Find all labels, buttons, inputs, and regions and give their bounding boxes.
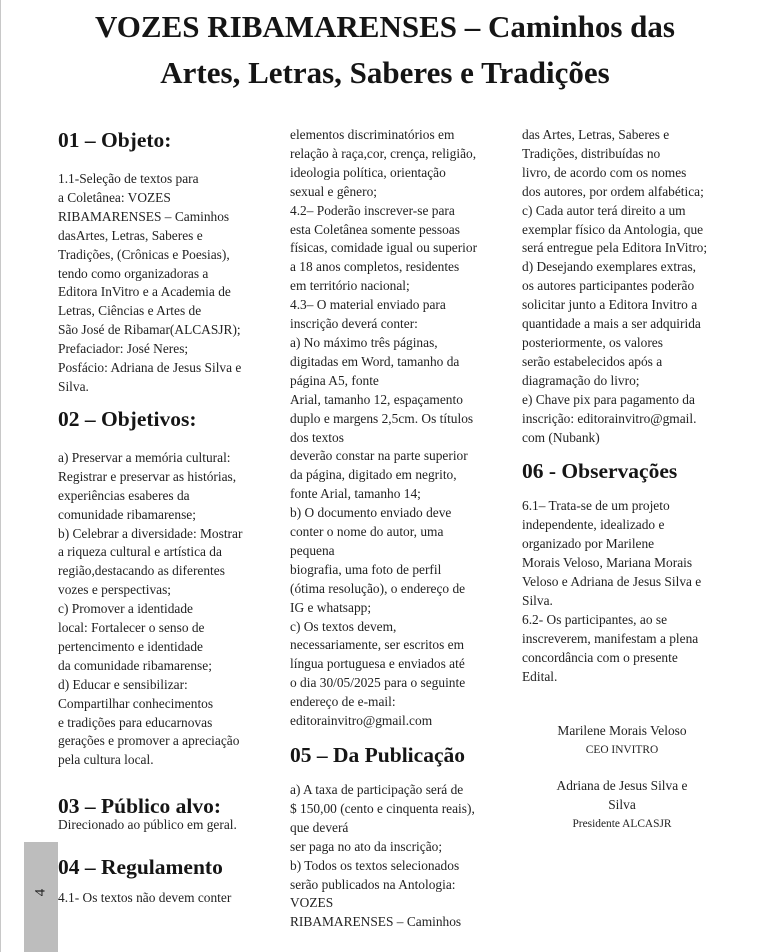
publicacao-text: a) A taxa de participação será de $ 150,00 (cento e cinquenta reais), que deverá ser paga no ato da inscrição; b) Todos os textos selecionados serão publicados na Antologia: VOZES RIBAMARENSES – Caminhos: [290, 782, 475, 930]
heading-publicacao: 05 – Da Publicação: [290, 743, 465, 767]
regulamento-text: 4.1- Os textos não devem conter: [58, 890, 232, 906]
signature-role: Presidente ALCASJR: [572, 818, 672, 831]
regulamento-continued-text: elementos discriminatórios em relação à raça,cor, crença, religião, ideologia política, orientação sexual e gênero; 4.2– Poderão inscrever-se para esta Coletânea somente pessoas físicas, comidade igual ou superior a 18 anos completos, residentes em território nacional; 4.3– O material enviado para inscrição deverá conter: a) No máximo três páginas, digitadas em Word, tamanho da página A5, fonte Arial, tamanho 12, espaçamento duplo e margens 2,5cm. Os títulos dos textos deverão constar na parte superior da página, digitado em negrito, fonte Arial, tamanho 14; b) O documento enviado deve conter o nome do autor, uma pequena biografia, uma foto de perfil (ótima resolução), o endereço de IG e whatsapp; c) Os textos devem, necessariamente, ser escritos em língua portuguesa e enviados até o dia 30/05/2025 para o seguinte endereço de e-mail: editorainvitro@gmail.com: [290, 127, 478, 729]
heading-objetivos: 02 – Objetivos:: [58, 406, 197, 431]
objeto-text: 1.1-Seleção de textos para a Coletânea: VOZES RIBAMARENSES – Caminhos dasArtes, Letras, Saberes e Tradições, (Crônicas e Poesias), tendo como organizadoras a Editora InVitro e a Academia de Letras, Ciências e Artes de São José de Ribamar(ALCASJR); Prefaciador: José Neres; Posfácio: Adriana de Jesus Silva e Silva.: [58, 171, 242, 394]
heading-regulamento: 04 – Regulamento: [58, 855, 223, 880]
objetivos-text: a) Preservar a memória cultural: Registrar e preservar as histórias, experiências esaberes da comunidade ribamarense; b) Celebrar a diversidade: Mostrar a riqueza cultural e artística da região,destacando as diferentes vozes e perspectivas; c) Promover a identidade local: Fortalecer o senso de pertencimento e identidade da comunidade ribamarense; d) Educar e sensibilizar: Compartilhar conhecimentos e tradições para educarnovas gerações e promover a apreciação pela cultura local.: [58, 449, 243, 768]
column-middle: [290, 126, 502, 932]
heading-observacoes: 06 - Observações: [522, 459, 678, 484]
signature-block-1: [522, 722, 722, 759]
signature-name: Marilene Morais Veloso: [557, 723, 687, 739]
page-number: 4: [32, 888, 49, 897]
publico-alvo-text: Direcionado ao público em geral.: [58, 817, 237, 833]
signature-block-2: [522, 777, 722, 833]
heading-publico-alvo: 03 – Público alvo:: [58, 794, 222, 819]
observacoes-text: 6.1– Trata-se de um projeto independente, idealizado e organizado por Marilene Morais Veloso, Mariana Morais Veloso e Adriana de Jesus Silva e Silva. 6.2- Os participantes, ao se inscreverem, manifestam a plena concordância com o presente Edital.: [522, 498, 702, 684]
signature-name: Adriana de Jesus Silva e Silva: [556, 778, 688, 813]
signature-role: CEO INVITRO: [585, 744, 659, 757]
column-right: [522, 126, 736, 833]
publicacao-continued-text: das Artes, Letras, Saberes e Tradições, distribuídas no livro, de acordo com os nomes dos autores, por ordem alfabética; c) Cada autor terá direito a um exemplar físico da Antologia, que será entregue pela Editora InVitro; d) Desejando exemplares extras, os autores participantes poderão solicitar junto a Editora Invitro a quantidade a mais a ser adquirida posteriormente, os valores serão estabelecidos após a diagramação do livro; e) Chave pix para pagamento da inscrição: editorainvitro@gmail. com (Nubank): [522, 127, 708, 445]
heading-objeto: 01 – Objeto:: [58, 128, 172, 152]
page-title: VOZES RIBAMARENSES – Caminhos das Artes, Letras, Saberes e Tradições: [95, 9, 675, 90]
column-left: [58, 126, 272, 908]
page-edge-rule: [0, 0, 1, 952]
